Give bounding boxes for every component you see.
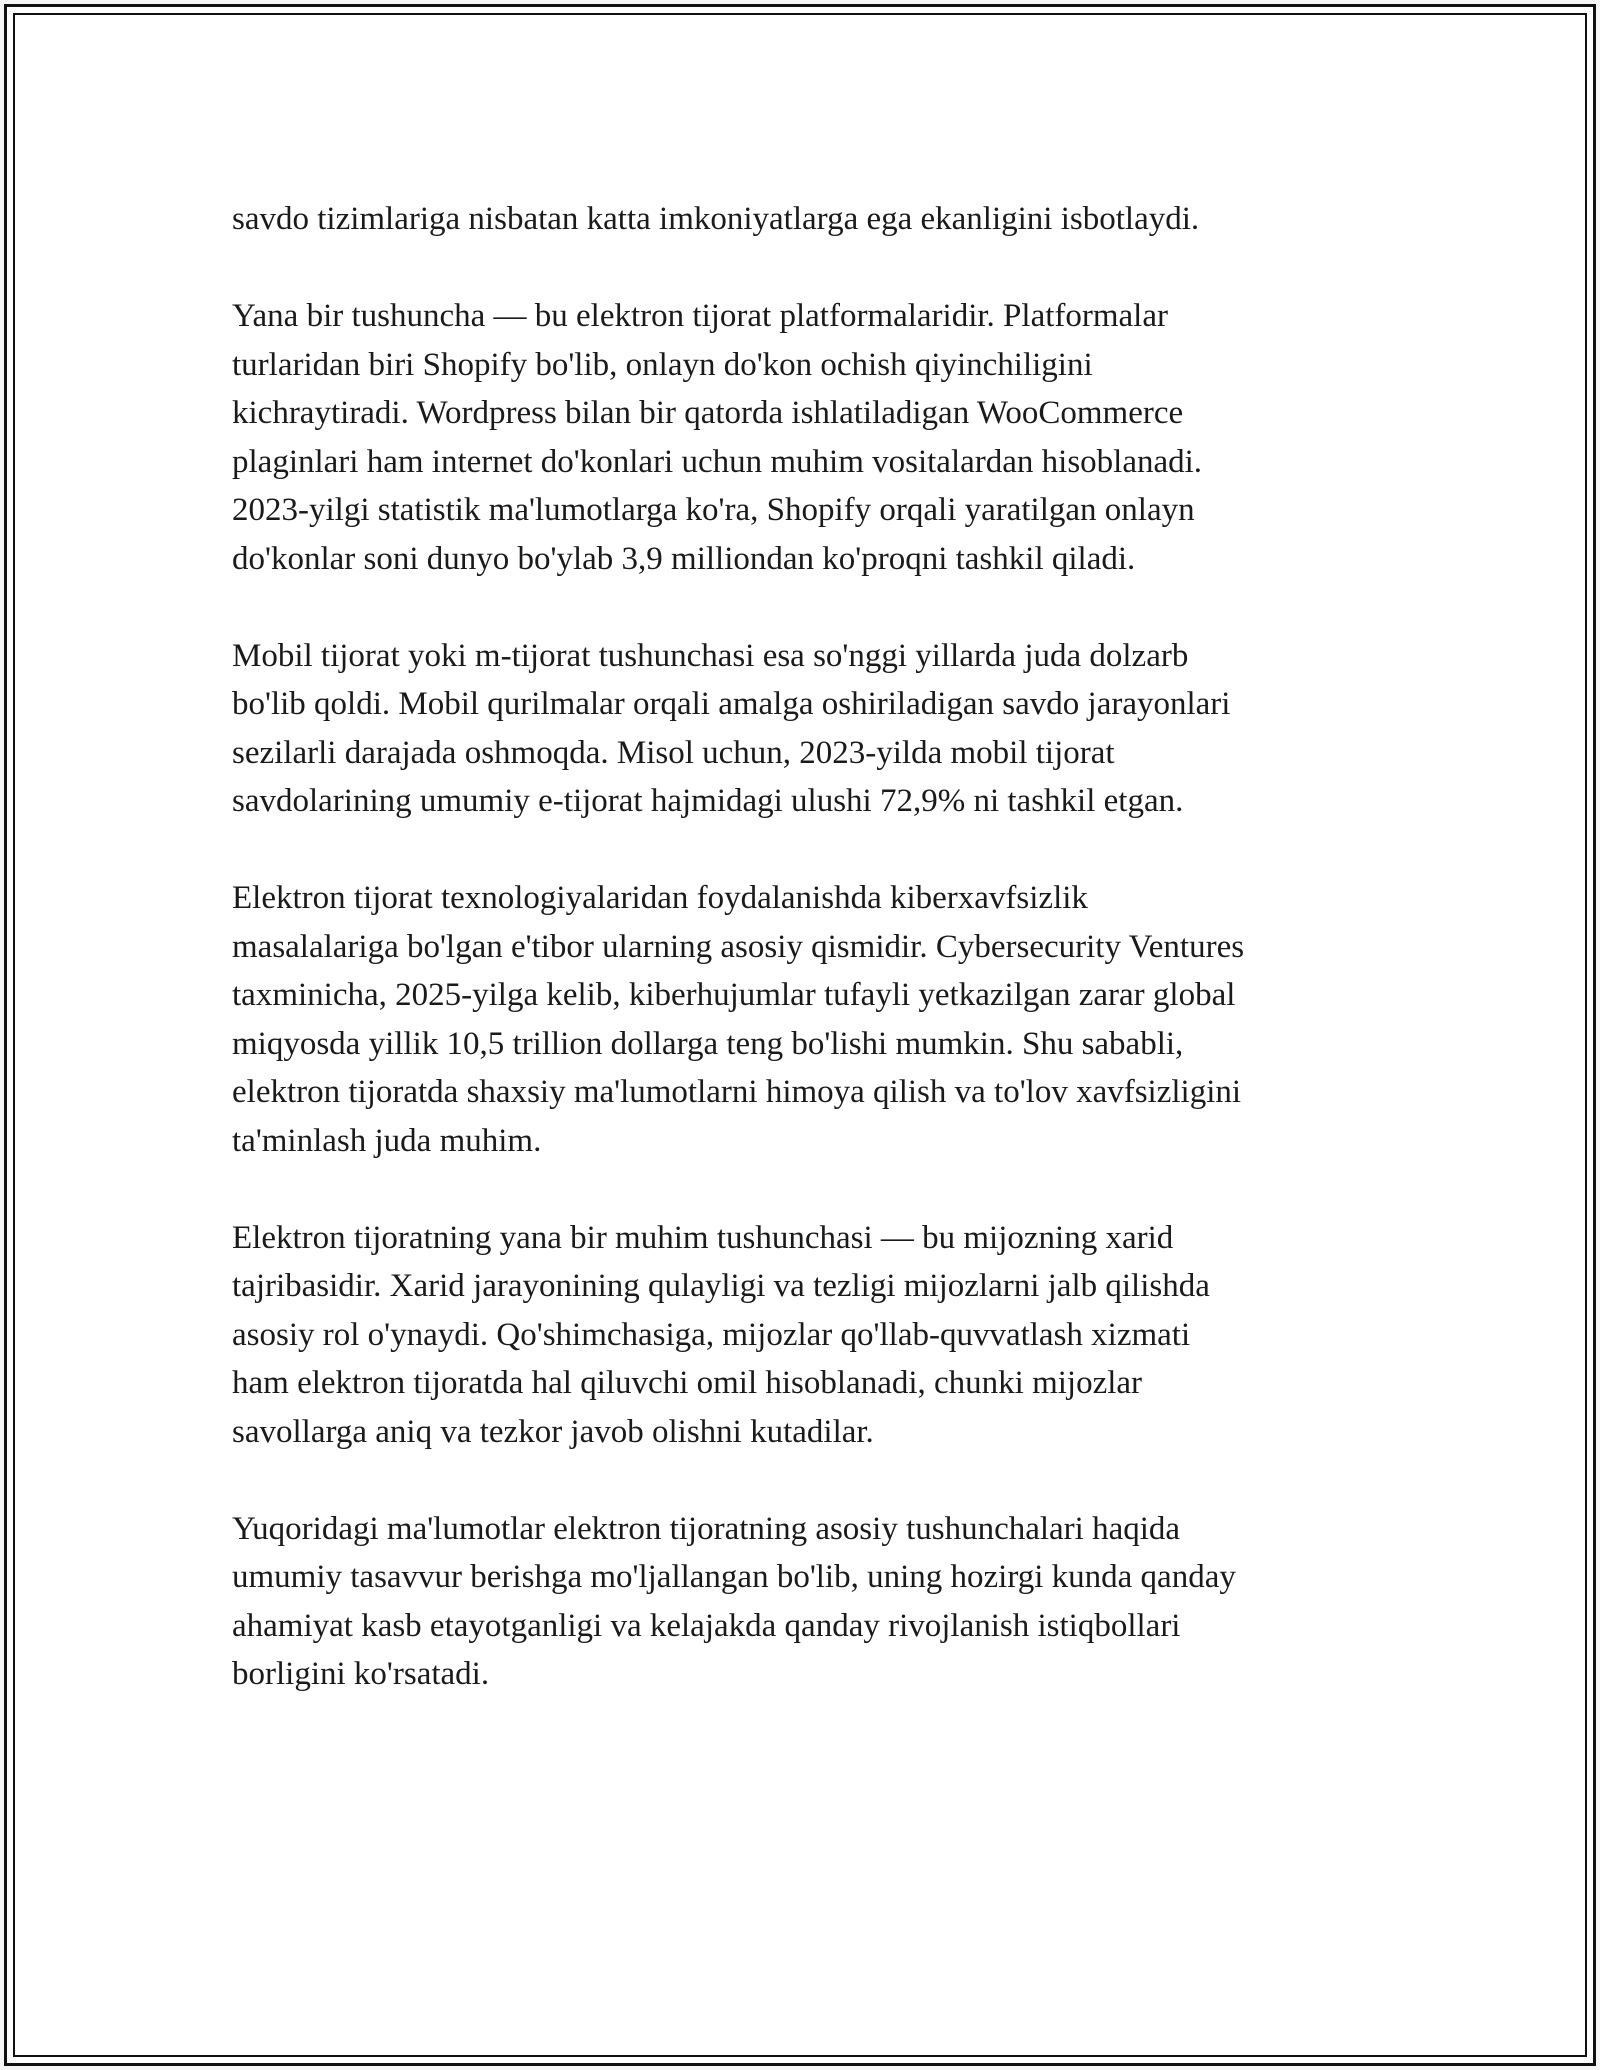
text-line: sezilarli darajada oshmoqda. Misol uchun, 2023-yilda mobil tijorat [232,734,1115,771]
text-line: ahamiyat kasb etayotganligi va kelajakda qanday rivojlanish istiqbollari [232,1607,1181,1644]
text-line: 2023-yilgi statistik ma'lumotlarga ko'ra, Shopify orqali yaratilgan onlayn [232,492,1195,528]
text-line: bo'lib qoldi. Mobil qurilmalar orqali amalga oshiriladigan savdo jarayonlari [232,686,1231,722]
text-line: taxminicha, 2025-yilga kelib, kiberhujumlar tufayli yetkazilgan zarar global [232,977,1236,1013]
paragraph-2 [232,292,1392,583]
text-line: plaginlari ham internet do'konlari uchun muhim vositalardan hisoblanadi. [232,443,1203,480]
text-line: Mobil tijorat yoki m-tijorat tushunchasi esa so'nggi yillarda juda dolzarb [232,637,1189,674]
text-line: Elektron tijoratning yana bir muhim tushunchasi — bu mijozning xarid [232,1219,1174,1256]
text-line: tajribasidir. Xarid jarayonining qulayligi va tezligi mijozlarni jalb qilishda [232,1268,1210,1304]
text-line: turlaridan biri Shopify bo'lib, onlayn do'kon ochish qiyinchiligini [232,346,1093,383]
text-line: Yana bir tushuncha — bu elektron tijorat platformalaridir. Platformalar [232,298,1168,334]
document-page [4,4,1596,2066]
paragraph-1 [232,195,1392,244]
paragraph-5 [232,1214,1392,1457]
paragraph-4 [232,874,1392,1165]
text-line: ham elektron tijoratda hal qiluvchi omil hisoblanadi, chunki mijozlar [232,1365,1143,1401]
text-line: Elektron tijorat texnologiyalaridan foydalanishda kiberxavfsizlik [232,880,1088,916]
text-line: asosiy rol o'ynaydi. Qo'shimchasiga, mijozlar qo'llab-quvvatlash xizmati [232,1316,1191,1353]
text-line: umumiy tasavvur berishga mo'ljallangan bo'lib, uning hozirgi kunda qanday [232,1559,1236,1595]
paragraph-6 [232,1505,1392,1699]
text-line: miqyosda yillik 10,5 trillion dollarga teng bo'lishi mumkin. Shu sababli, [232,1025,1184,1062]
text-line: Yuqoridagi ma'lumotlar elektron tijoratning asosiy tushunchalari haqida [232,1510,1181,1547]
text-line: borligini ko'rsatadi. [232,1656,490,1692]
text-line: ta'minlash juda muhim. [232,1122,542,1159]
text-line: savollarga aniq va tezkor javob olishni kutadilar. [232,1413,874,1450]
text-line: do'konlar soni dunyo bo'ylab 3,9 milliondan ko'proqni tashkil qiladi. [232,540,1136,577]
text-line: savdolarining umumiy e-tijorat hajmidagi ulushi 72,9% ni tashkil etgan. [232,783,1184,819]
text-line: savdo tizimlariga nisbatan katta imkoniyatlarga ega ekanligini isbotlaydi. [232,201,1200,237]
paragraph-3 [232,632,1392,826]
document-body [232,195,1392,1747]
text-line: masalalariga bo'lgan e'tibor ularning asosiy qismidir. Cybersecurity Ventures [232,928,1245,965]
text-line: kichraytiradi. Wordpress bilan bir qatorda ishlatiladigan WooCommerce [232,395,1184,431]
text-line: elektron tijoratda shaxsiy ma'lumotlarni himoya qilish va to'lov xavfsizligini [232,1074,1242,1110]
